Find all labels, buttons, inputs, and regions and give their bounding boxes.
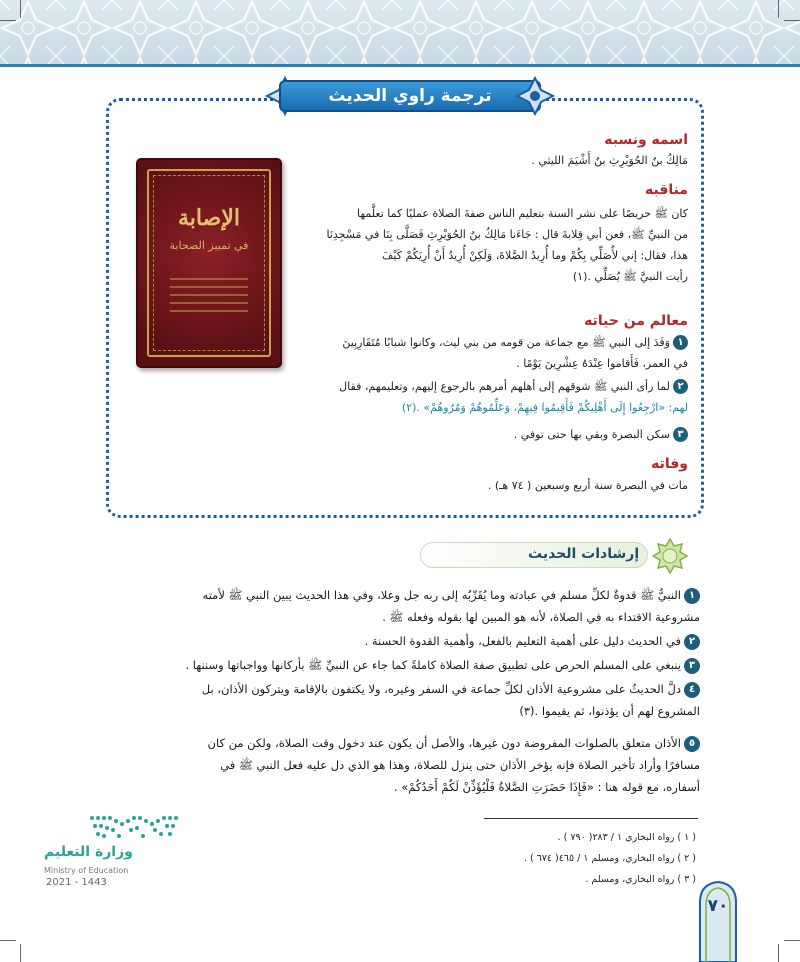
top-decorative-band [0, 0, 800, 66]
milestone-number: ١ [673, 335, 688, 350]
crop-mark [0, 940, 16, 941]
guidance-line: مسافرًا وأراد تأخير الصلاة فإنه يؤخر الأذان حتى ينزل للصلاة، وهذا هو الذي دل عليه فعل النبي ﷺ في [220, 758, 700, 772]
milestone-line: لهم: «ارْجِعُوا إِلَى أَهْلِيكُمْ فَأَقِيمُوا فِيهِمْ، وَعَلِّمُوهُمْ وَمُرُوهُمْ» .(٢) [401, 401, 688, 414]
guidance-item [92, 678, 700, 722]
ministry-dots-icon [86, 812, 182, 842]
name-text: مَالِكُ بنُ الحُوَيْرِثِ بنُ أَشْيَمَ الليثي . [531, 154, 688, 167]
guidance-item [92, 630, 700, 652]
guidance-number: ٣ [684, 658, 700, 674]
guidance-line: مشروعية الاقتداء به في الصلاة، لأنه هو المبين لها بقوله وفعله ﷺ . [382, 610, 700, 624]
name-heading: اسمه ونسبه [604, 132, 688, 148]
milestone-number: ٢ [673, 379, 688, 394]
ministry-logo [44, 812, 184, 888]
guidance-line: دلَّ الحديثُ على مشروعية الأذان لكلِّ جماعة في السفر وغيره، ولا يكتفون بالإقامة ويتركون الأذان، بل [201, 682, 681, 696]
ministry-name-arabic: وزارة التعليم [44, 844, 133, 860]
milestone-number: ٣ [673, 427, 688, 442]
book-subtitle: في تمييز الصحابة [169, 239, 249, 252]
death-text: مات في البصرة سنة أربع وسبعين ( ٧٤ هـ) . [487, 479, 688, 492]
guidance-number: ٥ [684, 736, 700, 752]
virtues-line: هذا، فقال: إني لأُصَلِّي بِكُمْ وما أُرِيدُ الصَّلاةَ، وَلَكِنْ أُرِيدُ أَنْ أُرِيَكُمْ كَيْفَ [382, 249, 688, 262]
geometric-pattern-icon [0, 0, 800, 66]
footnote-rule [484, 818, 698, 819]
crop-mark [778, 944, 779, 962]
crop-mark [784, 20, 800, 21]
guidance-item [92, 732, 700, 798]
guidance-item [92, 584, 700, 628]
milestone-item [288, 376, 688, 418]
virtues-line: كان ﷺ حريصًا على نشر السنة بتعليم الناس صفةَ الصلاة عمليًا كما تعلَّمها [356, 207, 688, 220]
guidance-line: في الحديث دليل على أهمية التعليم بالفعل، وأهمية القدوة الحسنة . [364, 634, 681, 648]
milestone-item [288, 332, 688, 374]
milestone-item [288, 424, 688, 445]
footnote: ( ٣ ) رواه البخاري، ومسلم . [585, 874, 696, 885]
guidance-line: ينبغي على المسلم الحرص على تطبيق صفة الصلاة كاملةً كما جاء عن النبيِّ ﷺ بأركانها وواجباتها وسننها . [185, 658, 681, 672]
virtues-line: رأيت النبيَّ ﷺ يُصَلِّي .(١) [572, 270, 688, 283]
guidance-line: المشروع لهم أن يؤذنوا، ثم يقيموا .(٣) [519, 704, 700, 718]
milestone-line: لما رأى النبي ﷺ شوقهم إلى أهلهم أمرهم بالرجوع إليهم، وتعليمهم، فقال [339, 380, 670, 393]
ornament-icon [515, 76, 555, 116]
crop-mark [20, 0, 21, 18]
guidance-line: أسفاره، مع قوله هنا : «فَإِذَا حَضَرَتِ الصَّلاةُ فَلْيُؤَذِّنْ لَكُمْ أَحَدُكُمْ» . [393, 780, 700, 794]
guidance-line: الأذان متعلق بالصلوات المفروضة دون غيرها، والأصل أن يكون عند دخول وقت الصلاة، ولكن من كان [207, 736, 681, 750]
guidance-heading-bar [420, 538, 700, 572]
page-number-tab [696, 880, 740, 962]
narrator-title-banner [265, 74, 555, 118]
narrator-title: ترجمة راوي الحديث [279, 80, 541, 112]
virtues-heading: مناقبه [644, 182, 688, 198]
star-ornament-icon [652, 538, 688, 574]
milestone-line: وَفَدَ إلى النبي ﷺ مع جماعة من قومه من بني ليث، وكانوا شبابًا مُتَقَارِبِينَ [342, 336, 670, 349]
book-cover-image [136, 158, 282, 368]
virtues-paragraph [288, 203, 688, 287]
milestone-line: سكن البصرة وبقي بها حتى توفي . [513, 428, 670, 441]
crop-mark [784, 940, 800, 941]
crop-mark [20, 944, 21, 962]
death-heading: وفاته [651, 456, 688, 472]
guidance-number: ٢ [684, 634, 700, 650]
book-decoration [170, 272, 248, 328]
virtues-line: من النبيِّ ﷺ، فعن أبي قِلابةَ قال : جَاءَنا مَالِكُ بنُ الحُوَيْرِثِ فَصَلَّى بِنَا في مَسْجِدِنَا [326, 228, 688, 241]
book-title: الإصابة [178, 205, 240, 231]
header-rule [0, 64, 800, 67]
guidance-number: ١ [684, 588, 700, 604]
crop-mark [0, 20, 16, 21]
guidance-title: إرشادات الحديث [528, 546, 640, 562]
milestones-heading: معالم من حياته [584, 313, 688, 329]
footnote: ( ١ ) رواه البخاري ١ / ٢٨٣( ٧٩٠ ) . [557, 832, 696, 843]
ministry-year: 2021 - 1443 [46, 877, 107, 888]
page-number: ٧٠ [707, 896, 729, 916]
guidance-line: النبيُّ ﷺ قدوةٌ لكلِّ مسلم في عبادته وما يُقَرِّبُه إلى ربه جل وعلا، وفي هذا الحديث يبين النبي ﷺ لأمته [202, 588, 681, 602]
ministry-name-english: Ministry of Education [44, 866, 129, 875]
crop-mark [778, 0, 779, 18]
guidance-number: ٤ [684, 682, 700, 698]
milestone-line: في العمر، فَأَقاموا عِنْدَهُ عِشْرِينَ يَوْمًا . [516, 357, 688, 370]
guidance-item [92, 654, 700, 676]
footnote: ( ٢ ) رواه البخاري، ومسلم ١ / ٤٦٥( ٦٧٤ ) . [523, 853, 696, 864]
